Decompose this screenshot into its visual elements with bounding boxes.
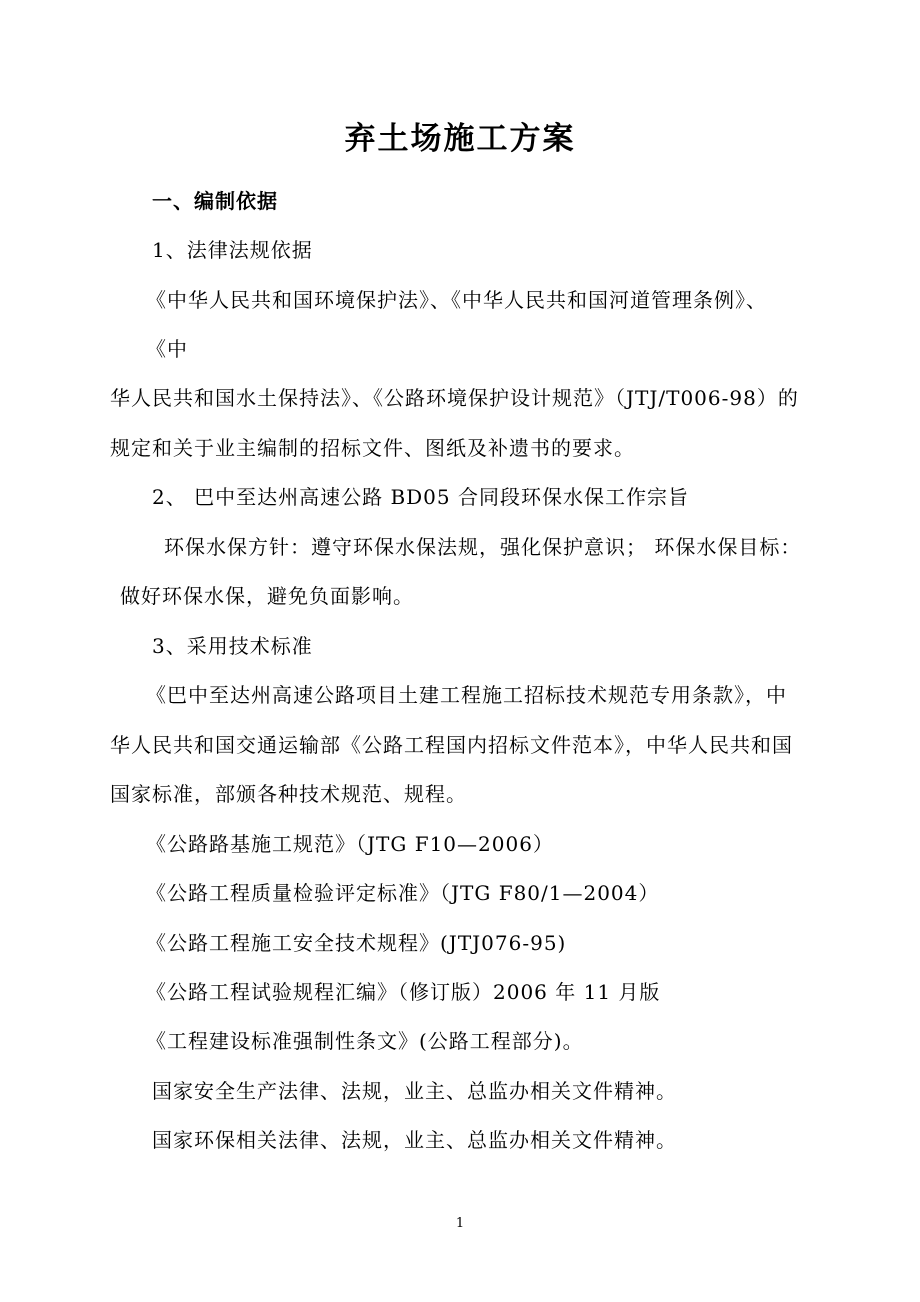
item2-paragraph-line-2: 做好环保水保，避免负面影响。 <box>120 584 414 608</box>
item3-paragraph-line-2: 华人民共和国交通运输部《公路工程国内招标文件范本》，中华人民共和国 <box>110 733 793 757</box>
item3-paragraph-line-3: 国家标准，部颁各种技术规范、规程。 <box>110 782 467 806</box>
regulation-item: 国家环保相关法律、法规，业主、总监办相关文件精神。 <box>152 1128 677 1152</box>
standard-item: 《工程建设标准强制性条文》(公路工程部分)。 <box>146 1029 584 1053</box>
item1-heading: 1、法律法规依据 <box>152 238 313 262</box>
item3-paragraph-line-1: 《巴中至达州高速公路项目土建工程施工招标技术规范专用条款》，中 <box>146 683 787 707</box>
item3-heading: 3、采用技术标准 <box>152 634 313 658</box>
standard-item: 《公路工程试验规程汇编》（修订版）2006 年 11 月版 <box>146 980 661 1004</box>
standard-item: 《公路工程质量检验评定标准》（JTG F80/1—2004） <box>146 881 660 905</box>
document-title: 弃土场施工方案 <box>344 121 576 157</box>
standard-item: 《公路工程施工安全技术规程》(JTJ076-95) <box>146 931 567 955</box>
item1-paragraph-line-1: 《中华人民共和国环境保护法》、《中华人民共和国河道管理条例》、 <box>146 288 767 312</box>
item1-paragraph-line-2: 《中 <box>146 337 188 361</box>
item1-paragraph-line-3: 华人民共和国水土保持法》、《公路环境保护设计规范》（JTJ/T006-98）的 <box>110 386 799 410</box>
standard-item: 《公路路基施工规范》（JTG F10—2006） <box>146 832 554 856</box>
regulation-item: 国家安全生产法律、法规，业主、总监办相关文件精神。 <box>152 1079 677 1103</box>
item2-paragraph-line-1: 环保水保方针：遵守环保水保法规，强化保护意识； 环保水保目标： <box>164 535 802 559</box>
page-number: 1 <box>455 1216 465 1231</box>
item2-heading: 2、 巴中至达州高速公路 BD05 合同段环保水保工作宗旨 <box>152 485 689 509</box>
item1-paragraph-line-4: 规定和关于业主编制的招标文件、图纸及补遗书的要求。 <box>110 436 635 460</box>
section-heading-compilation-basis: 一、编制依据 <box>152 189 278 213</box>
